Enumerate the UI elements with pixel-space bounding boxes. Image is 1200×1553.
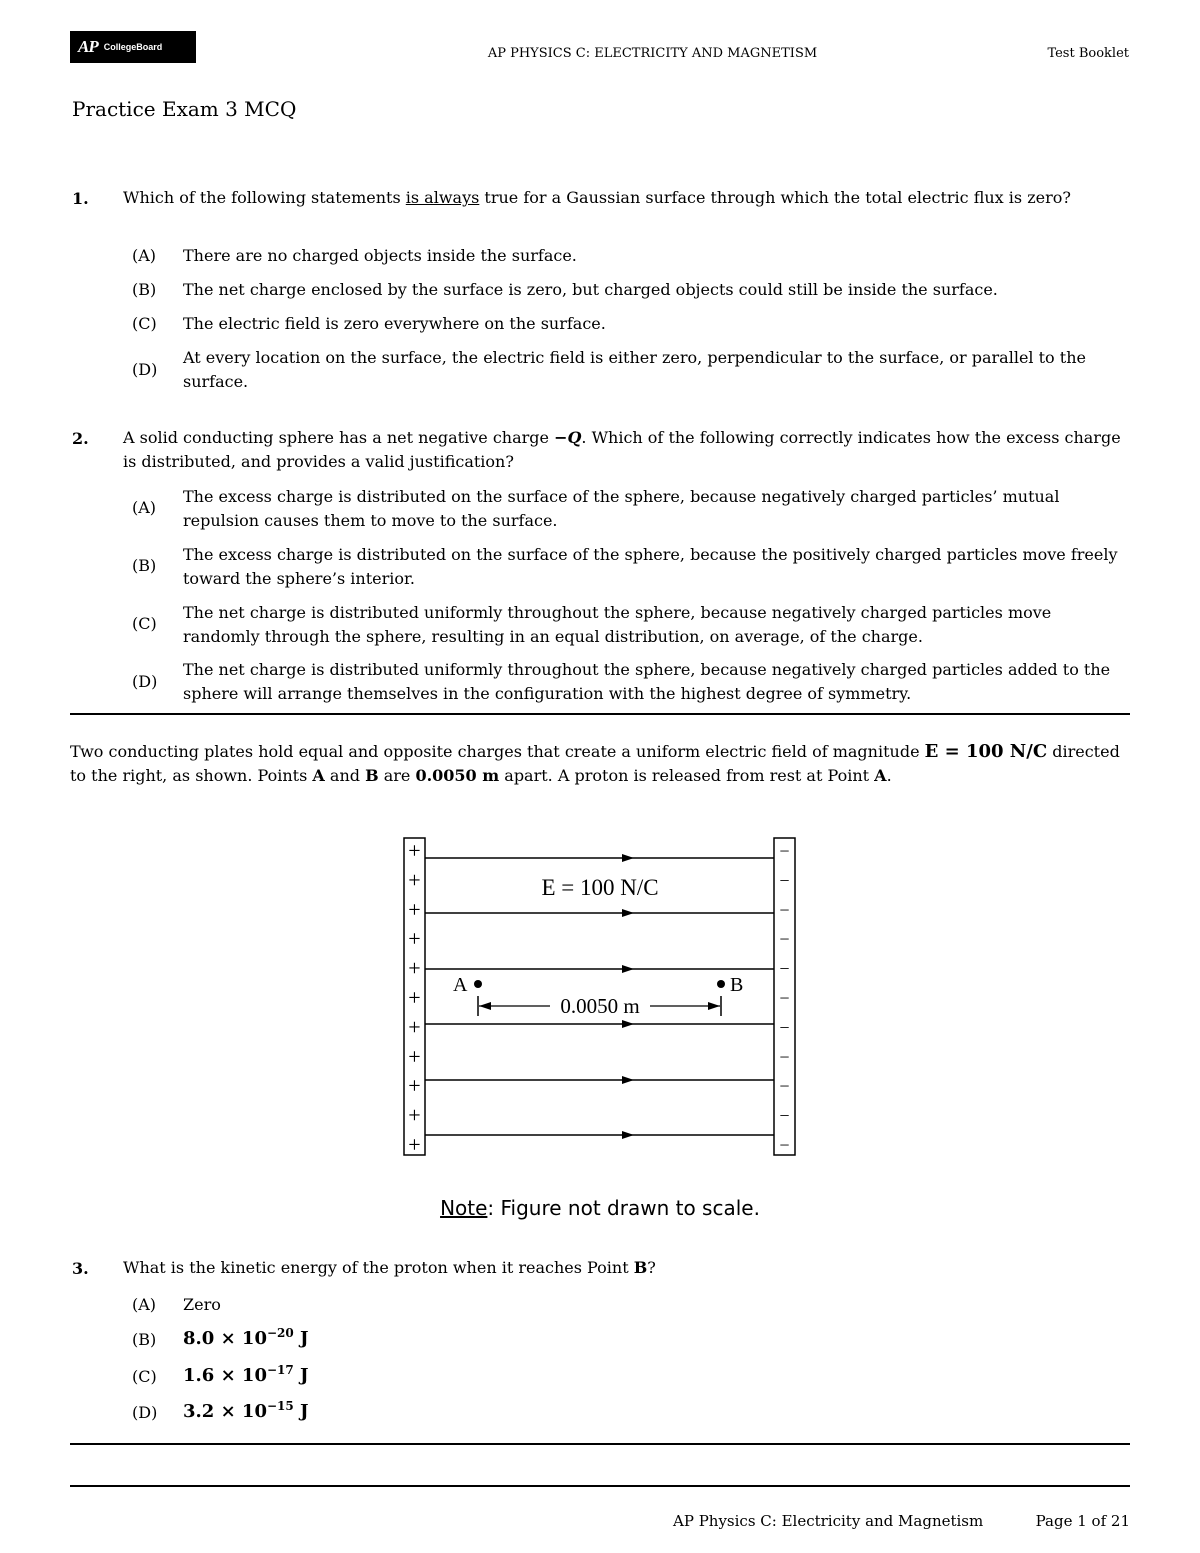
question-1-number: 1.	[72, 189, 89, 208]
q1-option-c-label: (C)	[132, 314, 157, 333]
plus-signs	[408, 838, 420, 1157]
q2-option-a-text: The excess charge is distributed on the surface of the sphere, because negatively charged particles’ mutual repulsion causes them to move to the surface.	[183, 487, 1060, 530]
q1-option-b-text: The net charge enclosed by the surface is zero, but charged objects could still be inside the surface.	[183, 280, 998, 299]
field-arrow	[622, 854, 634, 862]
minus-sign: −	[779, 1046, 790, 1067]
q1-option-b-label: (B)	[132, 280, 157, 299]
q3-option-c-base: 1.6 × 10	[183, 1365, 267, 1386]
minus-sign: −	[779, 1105, 790, 1126]
field-arrow	[622, 1020, 634, 1028]
note-rest: : Figure not drawn to scale.	[487, 1196, 760, 1220]
distance-arrow-right	[708, 1002, 720, 1010]
question-2-text-pre: A solid conducting sphere has a net negative charge	[123, 428, 555, 447]
q3-option-d-label: (D)	[132, 1403, 158, 1422]
question-1-underlined: is always	[405, 188, 480, 207]
q3-option-b-unit: J	[293, 1328, 309, 1349]
stimulus-text-6: .	[886, 766, 892, 785]
plus-sign: +	[408, 1102, 421, 1128]
q3-option-a-label: (A)	[132, 1295, 157, 1314]
minus-sign: −	[779, 1017, 790, 1038]
plus-sign: +	[408, 955, 421, 981]
question-3-text	[123, 1256, 1123, 1280]
distance-label: 0.0050 m	[560, 994, 640, 1018]
minus-sign: −	[779, 1076, 790, 1097]
q1-option-d-text: At every location on the surface, the electric field is either zero, perpendicular to the surface, or parallel to the surface.	[183, 348, 1086, 391]
q1-option-c-text: The electric field is zero everywhere on the surface.	[183, 314, 606, 333]
question-2-text-post: . Which of the following correctly indicates how the excess charge is distributed, and provides a valid justification?	[123, 428, 1121, 471]
plus-sign: +	[408, 1014, 421, 1040]
stimulus-text-5: apart. A proton is released from rest at Point	[499, 766, 875, 785]
q2-option-c-label: (C)	[132, 614, 157, 633]
q3-option-c-label: (C)	[132, 1367, 157, 1386]
q3-option-d-exp: −15	[266, 1399, 294, 1413]
field-arrow	[622, 1076, 634, 1084]
distance-arrow-left	[479, 1002, 491, 1010]
plus-sign: +	[408, 838, 421, 863]
stimulus-distance-math: 0.0050 m	[415, 766, 500, 785]
q3-option-a-text: Zero	[183, 1295, 221, 1314]
point-b-dot	[717, 980, 725, 988]
header-course-title: AP PHYSICS C: ELECTRICITY AND MAGNETISM	[487, 46, 818, 61]
q1-option-a-text: There are no charged objects inside the surface.	[183, 246, 577, 265]
question-2-number: 2.	[72, 429, 89, 448]
field-arrow	[622, 1131, 634, 1139]
section-divider-bottom	[70, 1443, 1130, 1445]
minus-signs	[779, 841, 789, 1155]
q1-option-d-label: (D)	[132, 360, 158, 379]
plus-sign: +	[408, 867, 421, 893]
minus-sign: −	[779, 1135, 790, 1155]
field-label: E = 100 N/C	[541, 875, 659, 900]
field-arrow	[622, 909, 634, 917]
note-underlined: Note	[440, 1196, 488, 1220]
stimulus-text-1: Two conducting plates hold equal and opposite charges that create a uniform electric field of magnitude	[70, 742, 925, 761]
minus-sign: −	[779, 988, 790, 1008]
stimulus-text-2: directed to the right, as shown. Points	[70, 742, 1120, 785]
minus-sign: −	[779, 958, 790, 979]
minus-sign: −	[779, 870, 790, 891]
q3-option-d-answer	[183, 1399, 309, 1422]
question-2-charge-math: −Q	[554, 428, 582, 447]
page-title: Practice Exam 3 MCQ	[72, 97, 297, 121]
footer-subject: AP Physics C: Electricity and Magnetism	[673, 1512, 984, 1530]
footer-rule	[70, 1485, 1130, 1487]
minus-sign: −	[779, 929, 790, 950]
q3-option-b-base: 8.0 × 10	[183, 1328, 267, 1349]
q2-option-c-text: The net charge is distributed uniformly throughout the sphere, because negatively charged particles move randomly through the sphere, resulting in an equal distribution, on average, of the charge.	[183, 603, 1052, 646]
question-3-number: 3.	[72, 1259, 89, 1278]
q3-option-d-unit: J	[293, 1401, 309, 1422]
stimulus-point-a-2: A	[874, 766, 887, 785]
logo-college-board-text: CollegeBoard	[103, 42, 163, 52]
minus-sign: −	[779, 841, 790, 861]
q3-option-b-answer	[183, 1326, 309, 1349]
q3-option-c-answer	[183, 1363, 309, 1386]
stimulus-field-math: E = 100 N/C	[924, 741, 1048, 762]
minus-sign: −	[779, 899, 790, 920]
plus-sign: +	[408, 1043, 421, 1069]
q3-option-c-unit: J	[293, 1365, 309, 1386]
point-b-label: B	[730, 974, 744, 996]
q3-option-b-label: (B)	[132, 1330, 157, 1349]
figure-note	[0, 1196, 1200, 1220]
plus-sign: +	[408, 926, 421, 952]
stimulus-point-b: B	[365, 766, 379, 785]
footer-page-number: Page 1 of 21	[1035, 1512, 1130, 1530]
q2-option-d-text: The net charge is distributed uniformly throughout the sphere, because negatively charged particles added to the sphere will arrange themselves in the configuration with the highest degree of symmetry.	[183, 660, 1111, 703]
q3-option-d-base: 3.2 × 10	[183, 1401, 267, 1422]
point-a-dot	[474, 980, 482, 988]
plus-sign: +	[408, 985, 421, 1010]
field-arrow	[622, 965, 634, 973]
question-3-point-b: B	[633, 1258, 648, 1277]
q2-option-a-label: (A)	[132, 498, 157, 517]
question-1-text-post: true for a Gaussian surface through which the total electric flux is zero?	[479, 188, 1071, 207]
q3-option-c-exp: −17	[266, 1363, 294, 1377]
q3-option-b-exp: −20	[266, 1326, 294, 1340]
question-1-text-pre: Which of the following statements	[123, 188, 406, 207]
question-3-text-pre: What is the kinetic energy of the proton when it reaches Point	[123, 1258, 634, 1277]
stimulus-text-4: are	[378, 766, 416, 785]
header-test-booklet: Test Booklet	[1047, 46, 1129, 61]
q2-option-b-text: The excess charge is distributed on the surface of the sphere, because the positively charged particles move freely toward the sphere’s interior.	[183, 545, 1118, 588]
point-a-label: A	[453, 974, 468, 996]
plus-sign: +	[408, 1073, 421, 1099]
logo-ap-text: AP	[78, 37, 98, 56]
question-3-text-post: ?	[647, 1258, 656, 1277]
plus-sign: +	[408, 896, 421, 922]
q1-option-a-label: (A)	[132, 246, 157, 265]
stimulus-text-3: and	[324, 766, 366, 785]
plus-sign: +	[408, 1132, 421, 1157]
q2-option-d-label: (D)	[132, 672, 158, 691]
q2-option-b-label: (B)	[132, 556, 157, 575]
stimulus-point-a: A	[312, 766, 325, 785]
